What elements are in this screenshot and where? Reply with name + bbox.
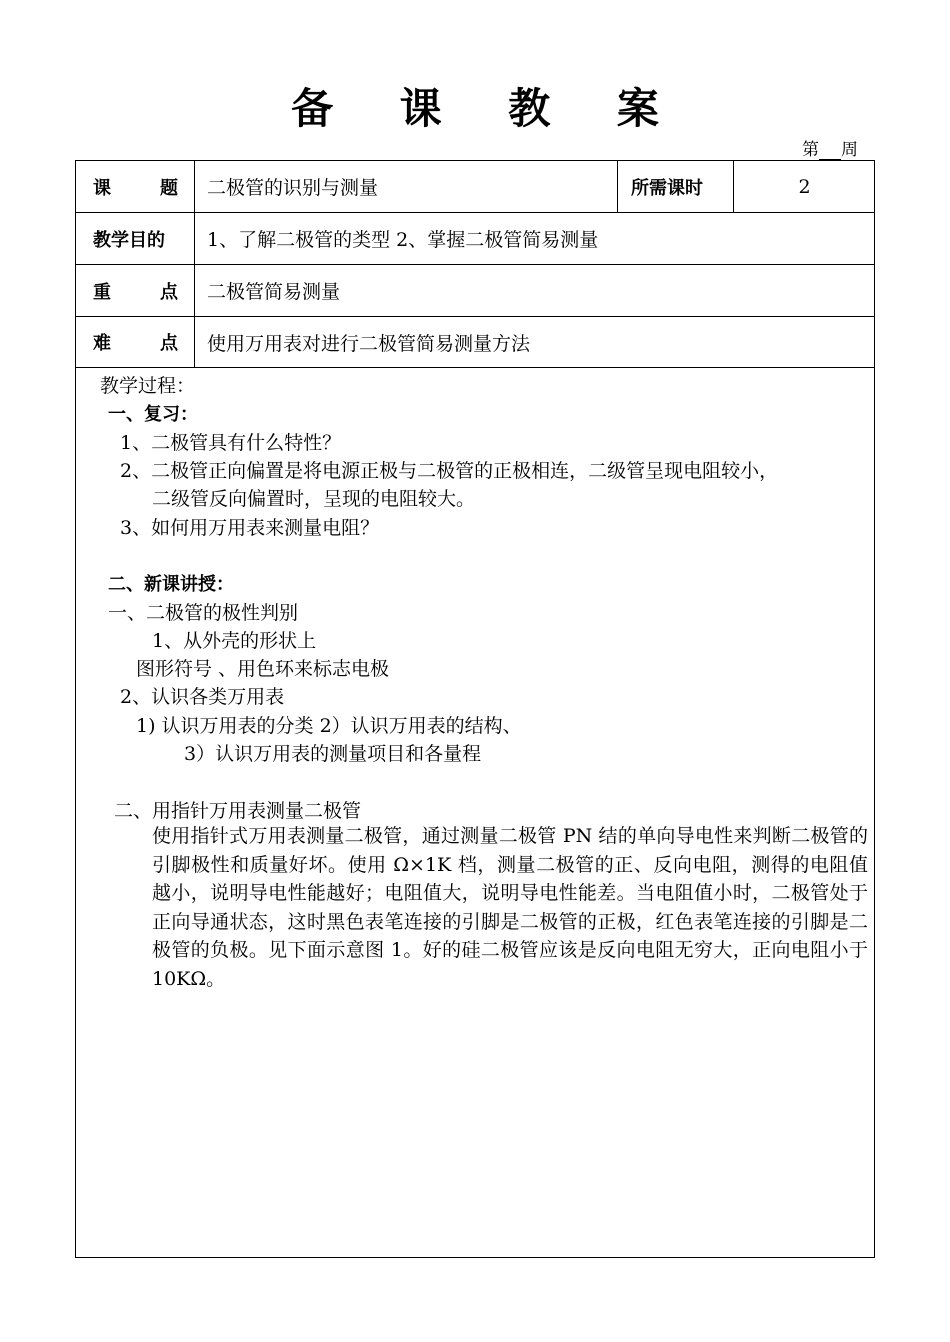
topic-label-char-2: 题: [160, 177, 178, 199]
topic-row: [76, 161, 874, 213]
lesson-plan-table: [75, 160, 875, 1258]
week-blank: [819, 142, 841, 160]
objective-value: 1、了解二极管的类型 2、掌握二极管简易测量: [207, 229, 599, 251]
objective-label: 教学目的: [76, 213, 195, 264]
part2-heading: 二、用指针万用表测量二极管: [114, 800, 362, 822]
week-prefix: 第: [802, 140, 819, 160]
process-heading: 教学过程：: [100, 375, 196, 397]
review-item-1: 1、二极管具有什么特性？: [120, 432, 342, 454]
review-item-2: 2、二极管正向偏置是将电源正极与二极管的正极相连，二级管呈现电阻较小，: [120, 460, 779, 482]
part1-item-2-a: 1) 认识万用表的分类 2）认识万用表的结构、: [136, 715, 522, 737]
topic-label-char-1: 课: [93, 177, 111, 199]
key-label-char-2: 点: [160, 281, 178, 303]
difficulty-value: 使用万用表对进行二极管简易测量方法: [207, 332, 531, 355]
key-label-char-1: 重: [93, 281, 111, 303]
key-point-value: 二极管简易测量: [207, 281, 341, 303]
new-lesson-heading: 二、新课讲授：: [108, 574, 234, 595]
objective-row: [76, 213, 874, 265]
key-point-row: [76, 265, 874, 317]
difficulty-label: [76, 317, 195, 367]
hours-label: 所需课时: [618, 161, 734, 212]
part1-item-1-detail: 图形符号 、用色环来标志电极: [136, 658, 390, 680]
difficulty-label-char-2: 点: [160, 333, 178, 354]
part2-paragraph: 使用指针式万用表测量二极管，通过测量二极管 PN 结的单向导电性来判断二极管的引脚极性和质量好坏。使用 Ω×1K 档，测量二极管的正、反向电阻，测得的电阻值越小，说明导电性能越好；电阻值大，说明导电性能差。当电阻值小时，二极管处于正向导通状态，这时黑色表笔连接的引脚是二极管的正极，红色表笔连接的引脚是二极管的负极。见下面示意图 1。好的硅二极管应该是反向电阻无穷大，正向电阻小于 10KΩ。: [152, 825, 868, 990]
difficulty-row: [76, 317, 874, 368]
difficulty-label-char-1: 难: [93, 333, 111, 354]
part1-heading: 一、二极管的极性判别: [108, 602, 299, 624]
review-heading: 一、复习：: [108, 404, 198, 425]
document-title: 备 课 教 案: [291, 84, 685, 133]
review-item-3: 3、如何用万用表来测量电阻？: [120, 517, 380, 539]
key-point-label: [76, 265, 195, 316]
hours-value: 2: [798, 175, 811, 198]
week-suffix: 周: [841, 140, 858, 160]
review-item-2-cont: 二级管反向偏置时，呈现的电阻较大。: [152, 488, 476, 510]
part1-item-2: 2、认识各类万用表: [120, 686, 285, 708]
week-indicator: [802, 135, 858, 160]
part1-item-2-b: 3）认识万用表的测量项目和各量程: [184, 743, 482, 765]
part1-item-1: 1、从外壳的形状上: [152, 630, 317, 652]
topic-label: [76, 161, 195, 212]
topic-value: 二极管的识别与测量: [196, 161, 618, 212]
